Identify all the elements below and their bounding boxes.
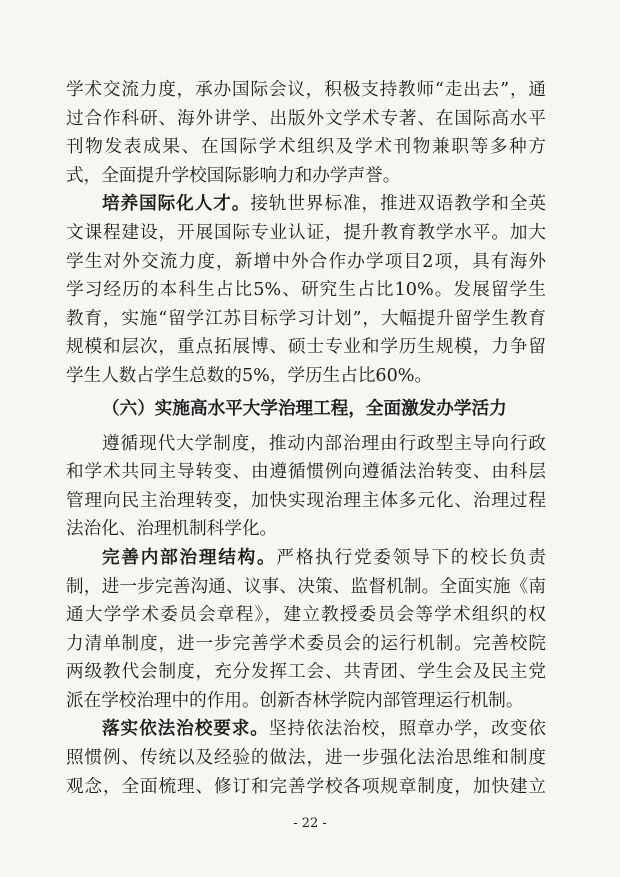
paragraph-text: 坚持依法治校，照章办学，改变依 — [268, 719, 546, 740]
paragraph-line: 照惯例、传统以及经验的做法，进一步强化法治思维和制度 — [66, 748, 546, 769]
paragraph-heading: 完善内部治理结构。 — [102, 546, 277, 568]
paragraph-line: 通大学学术委员会章程》，建立教授委员会等学术组织的权 — [66, 605, 546, 626]
paragraph-first-line — [66, 544, 546, 573]
paragraph-first-line — [66, 715, 546, 744]
body-text — [66, 76, 546, 801]
paragraph-heading: 落实依法治校要求。 — [102, 718, 269, 740]
paragraph-text: 严格执行党委领导下的校长负责 — [276, 547, 546, 568]
paragraph-text: 接轨世界标准，推进双语教学和全英 — [250, 194, 546, 215]
paragraph-line: 过合作科研、海外讲学、出版外文学术专著、在国际高水平 — [66, 108, 546, 129]
paragraph-line: 文课程建设，开展国际专业认证，提升教育教学水平。加大 — [66, 222, 546, 243]
paragraph-line: 法治化、治理机制科学化。 — [66, 519, 278, 540]
paragraph-line: 派在学校治理中的作用。创新杏林学院内部管理运行机制。 — [66, 690, 524, 711]
paragraph-line: 力清单制度，进一步完善学术委员会的运行机制。完善校院 — [66, 633, 546, 654]
paragraph-heading: 培养国际化人才。 — [102, 193, 251, 215]
paragraph-line: 两级教代会制度，充分发挥工会、共青团、学生会及民主党 — [66, 662, 546, 683]
paragraph-line: 式，全面提升学校国际影响力和办学声誉。 — [66, 165, 401, 186]
page-number: - 22 - — [293, 816, 327, 831]
paragraph-line: 刊物发表成果、在国际学术组织及学术刊物兼职等多种方 — [66, 137, 546, 158]
section-heading: （六）实施高水平大学治理工程，全面激发办学活力 — [102, 397, 507, 419]
paragraph-line: 观念，全面梳理、修订和完善学校各项规章制度，加快建立 — [66, 776, 546, 797]
paragraph-line: 学术交流力度，承办国际会议，积极支持教师“走出去”，通 — [66, 80, 546, 100]
paragraph-line: 学生对外交流力度，新增中外合作办学项目2项，具有海外 — [66, 251, 546, 272]
paragraph-first-line — [66, 430, 546, 459]
paragraph-text: 遵循现代大学制度，推动内部治理由行政型主导向行政 — [102, 433, 546, 454]
paragraph-line: 学生人数占学生总数的5%，学历生占比60%。 — [66, 365, 433, 386]
paragraph-line: 管理向民主治理转变，加快实现治理主体多元化、治理过程 — [66, 490, 546, 511]
paragraph-line: 制，进一步完善沟通、议事、决策、监督机制。全面实施《南 — [66, 576, 546, 597]
paragraph-line: 和学术共同主导转变、由遵循惯例向遵循法治转变、由科层 — [66, 462, 546, 483]
paragraph-first-line — [66, 190, 546, 219]
paragraph-line: 学习经历的本科生占比5%、研究生占比10%。发展留学生 — [66, 280, 546, 301]
paragraph-line: 规模和层次，重点拓展博、硕士专业和学历生规模，力争留 — [66, 337, 546, 358]
paragraph-line: 教育，实施“留学江苏目标学习计划”，大幅提升留学生教育 — [66, 308, 546, 329]
